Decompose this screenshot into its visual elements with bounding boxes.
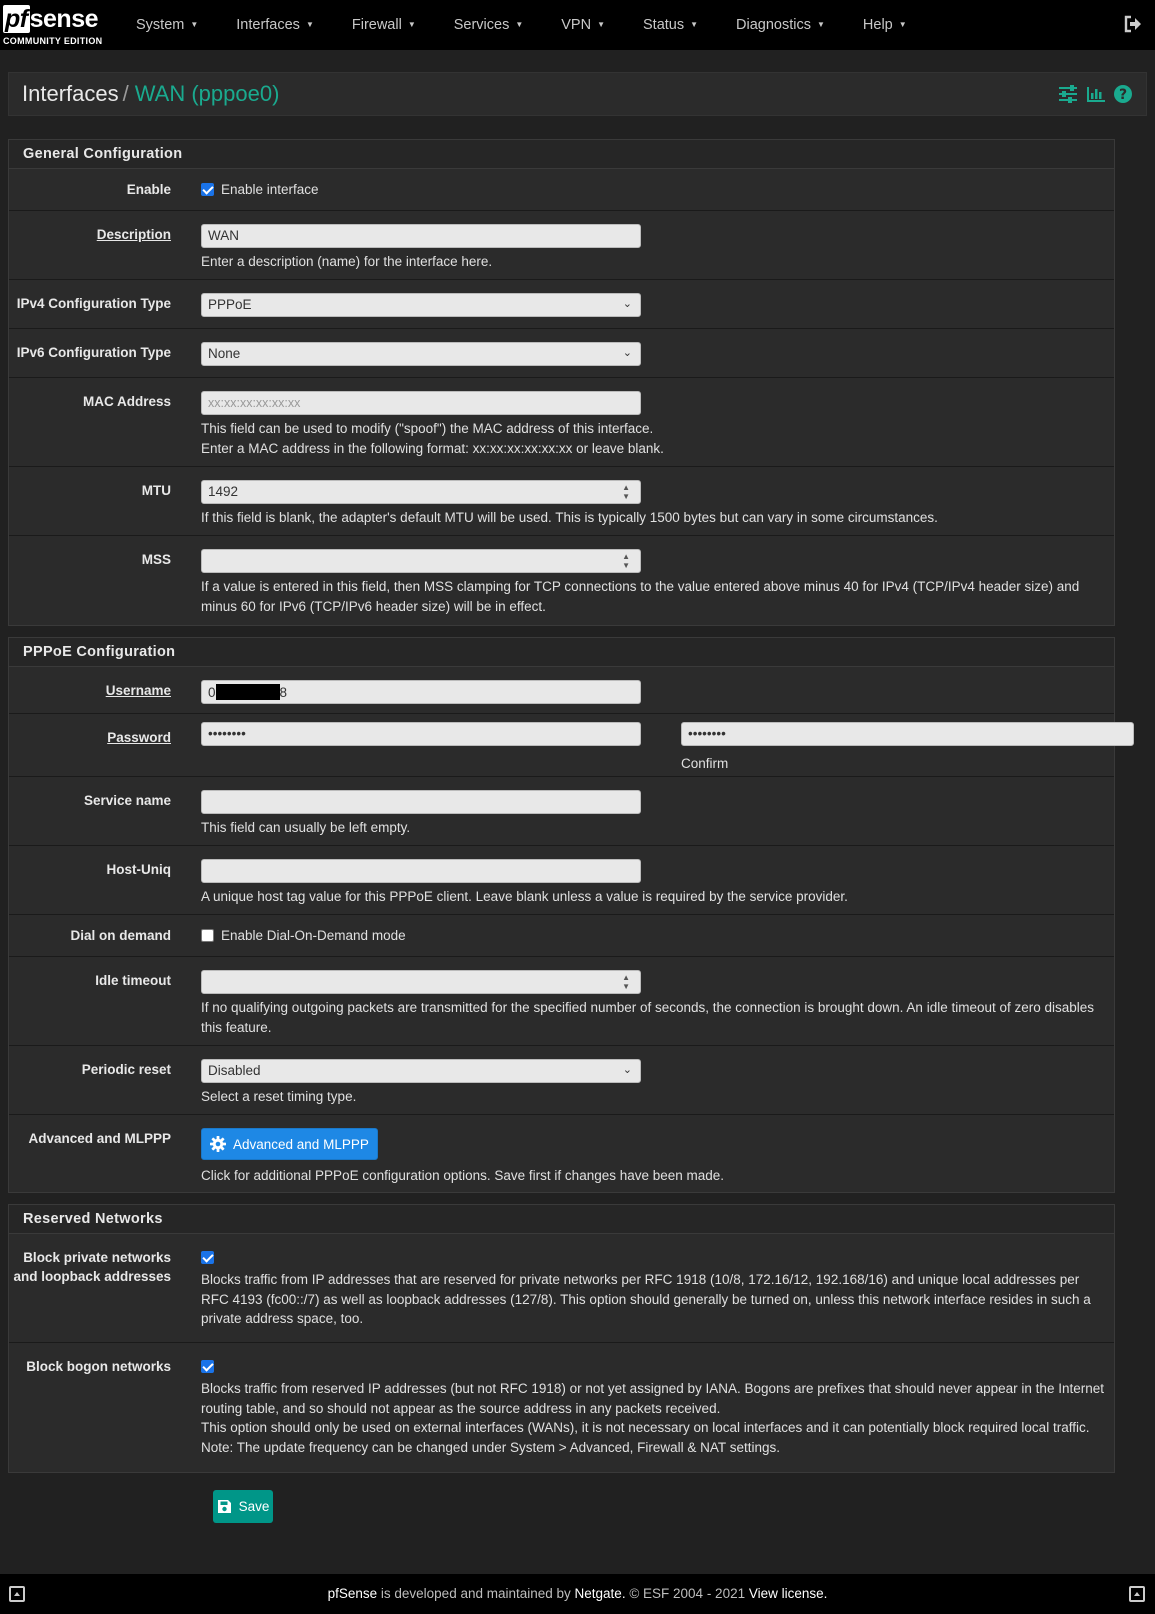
menu-services[interactable]: Services ▼ <box>453 17 524 33</box>
block-private-row <box>9 1234 1114 1343</box>
advanced-mlppp-button[interactable]: Advanced and MLPPP <box>201 1128 378 1160</box>
help-text: Enter a MAC address in the following format: xx:xx:xx:xx:xx:xx or leave blank. <box>201 440 664 456</box>
checkbox-label: Enable interface <box>221 182 319 197</box>
help-text: Blocks traffic from IP addresses that are reserved for private networks per RFC 1918 (10/8, 172.16/12, 192.168/16) and unique local addresses per RFC 4193 (fc00::/7) as well as loopback addresses (127/8). This option should generally be turned on, unless this network interface resides in such a private address space, too. <box>201 1272 1091 1326</box>
username-input[interactable]: 0 8 <box>201 680 641 704</box>
field-label[interactable]: Password <box>107 730 171 745</box>
menu-vpn[interactable]: VPN ▼ <box>561 17 606 33</box>
ipv4-type-row <box>9 280 1114 329</box>
field-label: Host-Uniq <box>106 862 171 877</box>
dial-on-demand-checkbox[interactable] <box>201 929 214 942</box>
password-confirm-input[interactable]: •••••••• <box>681 722 1134 746</box>
username-row <box>9 667 1114 714</box>
periodic-reset-select[interactable]: Disabled ⌄ <box>201 1059 641 1083</box>
logo-name: sense <box>29 5 98 33</box>
field-label: IPv6 Configuration Type <box>16 345 171 360</box>
block-bogon-checkbox[interactable] <box>201 1360 214 1373</box>
breadcrumb-parent[interactable]: Interfaces <box>22 81 119 106</box>
field-label: Enable <box>126 182 171 197</box>
footer-copyright: © ESF 2004 - 2021 <box>625 1586 749 1601</box>
footer <box>0 1574 1155 1614</box>
netgate-link[interactable]: Netgate. <box>574 1586 626 1601</box>
help-text: A unique host tag value for this PPPoE client. Leave blank unless a value is required by the service provider. <box>201 889 848 904</box>
breadcrumb-separator: / <box>122 81 129 106</box>
help-text: This option should only be used on external interfaces (WANs), it is not necessary on local interfaces and it can potentially block required local traffic. <box>201 1420 1090 1435</box>
svg-text:?: ? <box>1118 87 1128 103</box>
description-row <box>9 211 1114 280</box>
periodic-reset-row <box>9 1046 1114 1115</box>
menu-help[interactable]: Help ▼ <box>862 17 907 33</box>
mtu-input[interactable]: 1492 ▲ ▼ <box>201 480 641 504</box>
help-text: Select a reset timing type. <box>201 1089 357 1104</box>
footer-text: is developed and maintained by <box>377 1586 575 1601</box>
help-icon[interactable] <box>1114 85 1132 103</box>
panel-title: PPPoE Configuration <box>9 638 1114 667</box>
field-label: MTU <box>141 483 171 498</box>
block-bogon-row <box>9 1343 1114 1472</box>
menu-diagnostics[interactable]: Diagnostics ▼ <box>736 17 825 33</box>
field-label: Periodic reset <box>81 1062 171 1077</box>
ipv6-type-row <box>9 329 1114 378</box>
service-name-row <box>9 777 1114 846</box>
save-button[interactable]: Save <box>213 1490 273 1523</box>
help-text: If a value is entered in this field, then MSS clamping for TCP connections to the value entered above minus 40 for IPv4 (TCP/IPv4 header size) and minus 60 for IPv6 (TCP/IPv6 header size) will be in effect. <box>201 579 1080 614</box>
chevron-down-icon: ⌄ <box>622 1064 632 1076</box>
menu-status[interactable]: Status ▼ <box>643 17 699 33</box>
save-icon <box>217 1499 232 1514</box>
idle-timeout-input[interactable] <box>201 970 641 994</box>
host-uniq-input[interactable] <box>201 859 641 883</box>
help-text: If this field is blank, the adapter's default MTU will be used. This is typically 1500 bytes but can vary in some circumstances. <box>201 510 938 525</box>
panel-title: General Configuration <box>9 140 1114 169</box>
checkbox-label: Enable Dial-On-Demand mode <box>221 928 406 943</box>
enable-row <box>9 169 1114 211</box>
logout-icon[interactable] <box>1123 14 1143 34</box>
field-label: MSS <box>141 552 171 567</box>
field-label: MAC Address <box>82 394 171 409</box>
logo-prefix: pf <box>5 5 28 33</box>
view-license-link[interactable]: View license. <box>748 1586 828 1601</box>
bar-chart-icon[interactable] <box>1086 85 1106 103</box>
spinner-icon[interactable]: ▲ ▼ <box>622 483 630 501</box>
menu-system[interactable]: System ▼ <box>136 17 199 33</box>
top-navbar <box>0 0 1155 50</box>
chevron-down-icon: ⌄ <box>622 347 632 359</box>
help-text: This field can usually be left empty. <box>201 820 411 835</box>
redacted-block <box>216 684 280 700</box>
help-text: Click for additional PPPoE configuration options. Save first if changes have been made. <box>201 1168 725 1183</box>
field-label: Block private networks and loopback addresses <box>13 1250 171 1284</box>
spinner-icon[interactable]: ▲ ▼ <box>622 552 630 570</box>
help-text: Note: The update frequency can be changed under System > Advanced, Firewall & NAT settings. <box>201 1439 780 1455</box>
menu-firewall[interactable]: Firewall ▼ <box>351 17 416 33</box>
scroll-top-icon[interactable] <box>1129 1586 1145 1602</box>
help-text: This field can be used to modify ("spoof") the MAC address of this interface. <box>201 421 654 436</box>
field-label: Idle timeout <box>95 973 171 988</box>
service-name-input[interactable] <box>201 790 641 814</box>
field-label: Dial on demand <box>70 928 171 943</box>
help-text: Blocks traffic from reserved IP addresses (but not RFC 1918) or not yet assigned by IANA. Bogons are prefixes that should never appear in the Internet routing table, and so should not appear as the source address in any packets received. <box>201 1381 1104 1416</box>
breadcrumb-current: WAN (pppoe0) <box>134 81 280 106</box>
field-label[interactable]: Description <box>96 227 171 242</box>
field-label: Advanced and MLPPP <box>28 1131 171 1146</box>
help-text: Enter a description (name) for the interface here. <box>201 254 493 269</box>
field-label: Block bogon networks <box>26 1359 171 1374</box>
breadcrumb-bar <box>8 72 1147 116</box>
general-configuration-panel <box>8 139 1115 626</box>
ipv4-type-select[interactable]: PPPoE ⌄ <box>201 293 641 317</box>
footer-brand: pfSense <box>327 1586 378 1601</box>
scroll-top-icon[interactable] <box>9 1586 25 1602</box>
dial-on-demand-row <box>9 915 1114 957</box>
mss-input[interactable] <box>201 549 641 573</box>
reserved-networks-panel <box>8 1204 1115 1473</box>
description-input[interactable]: WAN <box>201 224 641 248</box>
enable-checkbox[interactable] <box>201 183 214 196</box>
breadcrumb <box>22 81 279 107</box>
pfsense-logo[interactable] <box>3 5 113 47</box>
mac-address-row <box>9 378 1114 467</box>
field-label[interactable]: Username <box>105 683 171 698</box>
block-private-checkbox[interactable] <box>201 1251 214 1264</box>
password-row <box>9 714 1114 777</box>
mss-row <box>9 536 1114 625</box>
help-text: If no qualifying outgoing packets are transmitted for the specified number of seconds, the connection is brought down. An idle timeout of zero disables this feature. <box>201 1000 1095 1035</box>
field-label: IPv4 Configuration Type <box>16 296 171 311</box>
chevron-down-icon: ⌄ <box>622 298 632 310</box>
panel-title: Reserved Networks <box>9 1205 1114 1234</box>
mtu-row <box>9 467 1114 536</box>
sliders-icon[interactable] <box>1058 85 1078 103</box>
idle-timeout-row <box>9 957 1114 1046</box>
spinner-icon[interactable]: ▲ ▼ <box>622 973 630 991</box>
gear-icon <box>210 1136 226 1152</box>
field-label: Service name <box>83 793 171 808</box>
main-menu <box>136 0 945 50</box>
mac-address-input[interactable]: xx:xx:xx:xx:xx:xx <box>201 391 641 415</box>
password-input[interactable]: •••••••• <box>201 722 641 746</box>
pppoe-configuration-panel <box>8 637 1115 1193</box>
advanced-mlppp-row <box>9 1115 1114 1192</box>
logo-edition: COMMUNITY EDITION <box>3 36 103 46</box>
confirm-label: Confirm <box>681 756 729 771</box>
host-uniq-row <box>9 846 1114 915</box>
menu-interfaces[interactable]: Interfaces ▼ <box>236 17 314 33</box>
ipv6-type-select[interactable]: None ⌄ <box>201 342 641 366</box>
